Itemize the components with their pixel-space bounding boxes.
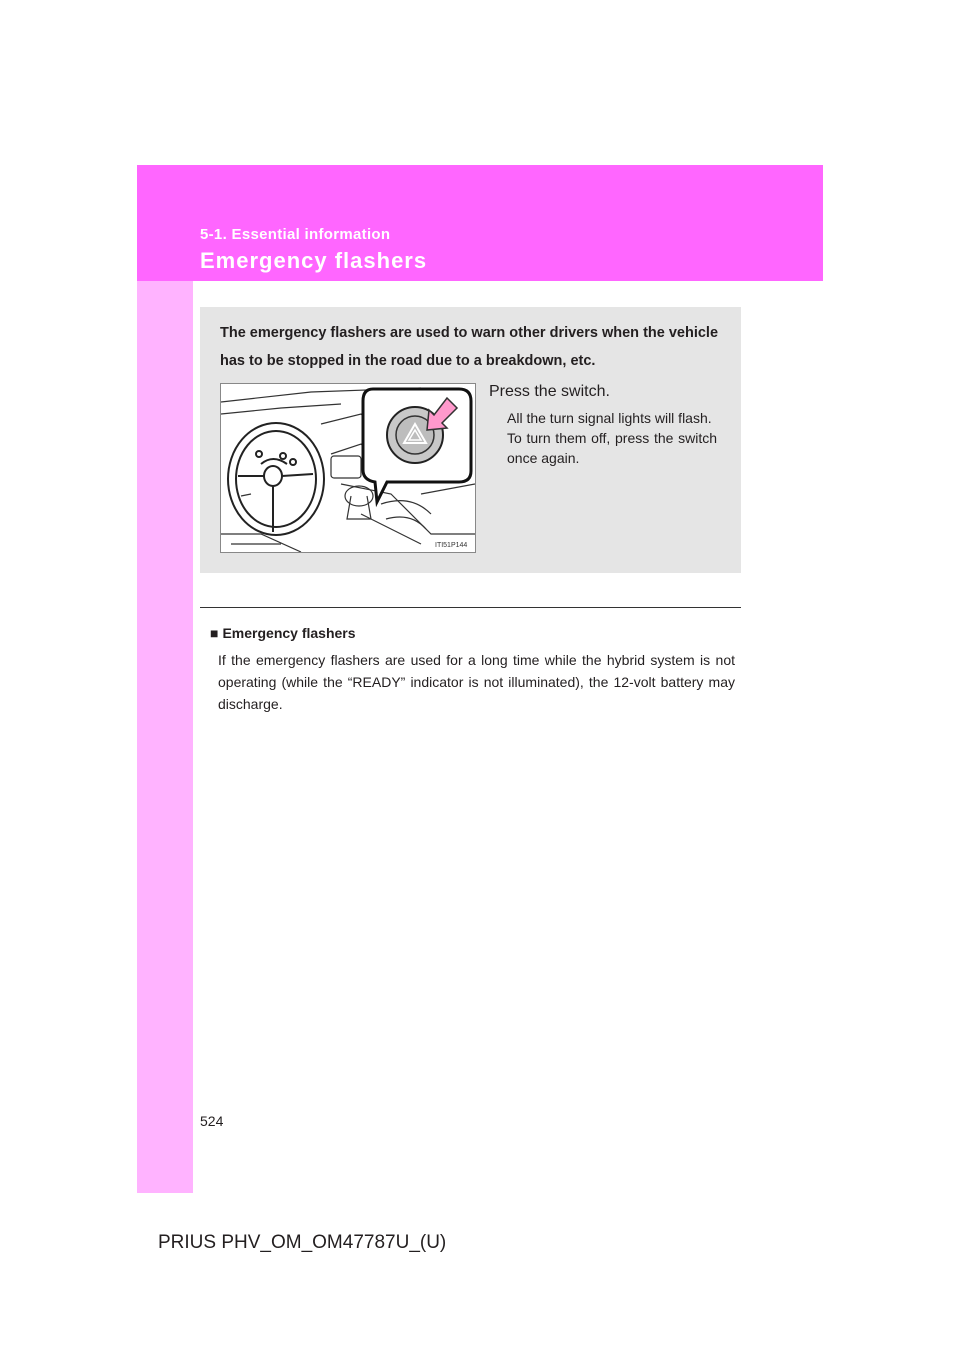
step-body <box>507 408 717 468</box>
left-margin-strip <box>137 165 193 1193</box>
page-number: 524 <box>200 1113 224 1129</box>
note-body: If the emergency flashers are used for a long time while the hybrid system is not operating (while the “READY” indicator is not illuminated), the 12-volt battery may discharge. <box>218 652 735 712</box>
intro-text: The emergency flashers are used to warn other drivers when the vehicle has to be stopped in the road due to a breakdown, etc. <box>220 325 719 369</box>
section-label: 5-1. Essential information <box>200 226 391 243</box>
page-title: Emergency flashers <box>200 248 428 273</box>
note-title <box>210 625 356 641</box>
note-title-text: Emergency flashers <box>222 625 356 641</box>
square-bullet-icon: ■ <box>210 625 219 641</box>
document-id: PRIUS PHV_OM_OM47787U_(U) <box>158 1232 447 1253</box>
step-line-1: All the turn signal lights will flash. <box>507 410 712 426</box>
step-title: Press the switch. <box>489 383 610 400</box>
intro-box <box>200 307 741 573</box>
hazard-switch-illustration <box>220 383 476 553</box>
section-divider <box>200 607 741 608</box>
steering-wheel-icon <box>228 423 324 535</box>
step-line-2: To turn them off, press the switch once again. <box>507 430 717 466</box>
illustration-code: ITI51P144 <box>435 542 468 549</box>
